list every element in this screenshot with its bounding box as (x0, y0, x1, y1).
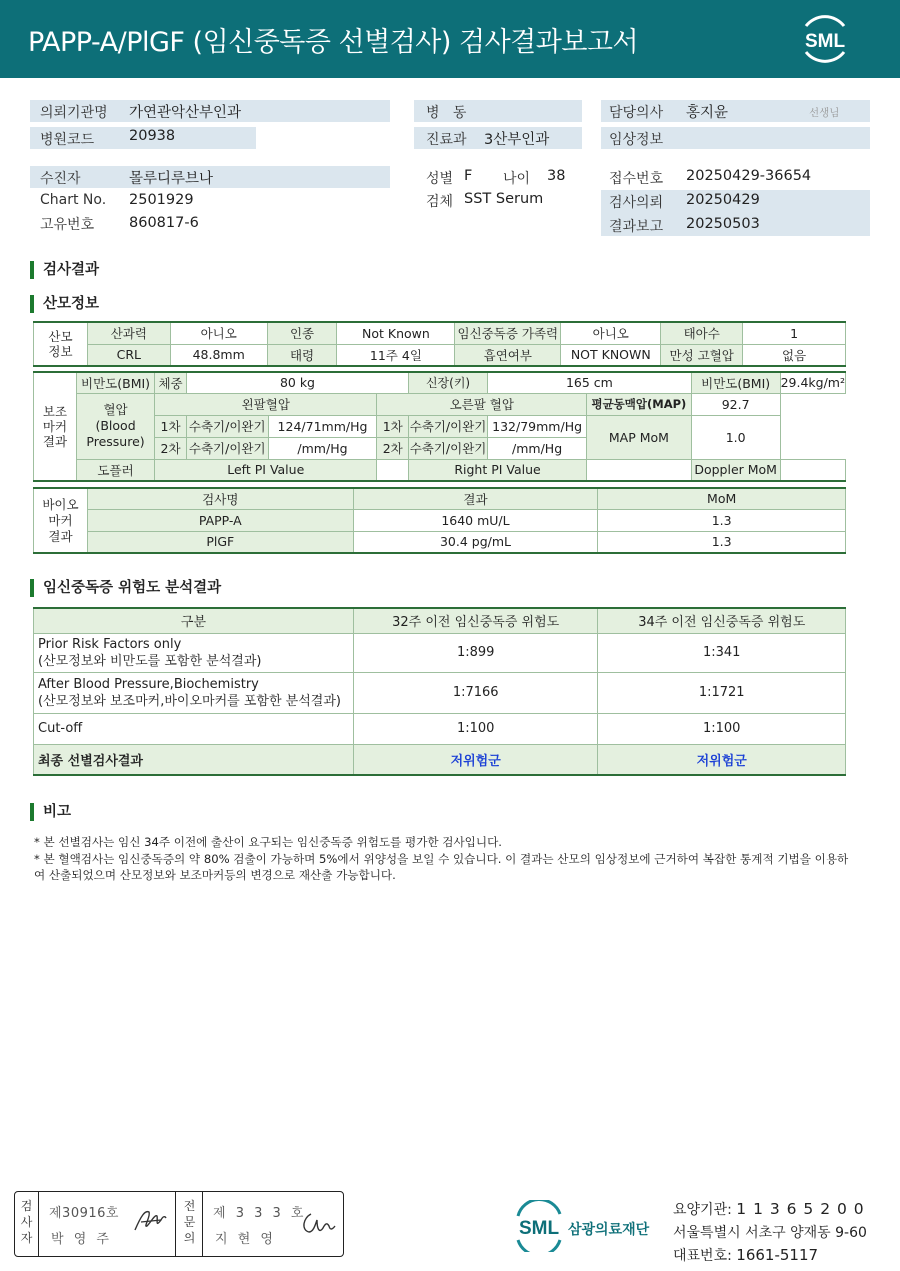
cell: 임신중독증 가족력 (455, 322, 561, 344)
cell: 아니오 (561, 322, 661, 344)
cell: 결과 (353, 488, 598, 509)
cell: 1:341 (598, 633, 846, 672)
receipt-value: 20250429-36654 (686, 168, 812, 184)
bio-group-label: 바이오 마커 결과 (34, 488, 88, 553)
svg-text:SML: SML (804, 31, 846, 52)
patient-value: 몰루디루브나 (129, 171, 214, 187)
cell: 왼팔혈압 (155, 393, 377, 415)
cell: MAP MoM (587, 415, 692, 459)
svg-text:삼광의료재단: 삼광의료재단 (568, 1222, 650, 1238)
sml-footer-logo-icon (508, 1200, 668, 1252)
cell: NOT KNOWN (561, 344, 661, 366)
sex-value: F (464, 168, 473, 184)
risk-row-label: After Blood Pressure,Biochemistry (38, 676, 259, 692)
footer-address: 서울특별시 서초구 양재동 9-60 (673, 1225, 867, 1241)
dept-value: 3산부인과 (484, 132, 550, 148)
clinical-label: 임상정보 (609, 132, 664, 148)
cell: 132/79mm/Hg (488, 415, 587, 437)
cell: /mm/Hg (268, 437, 377, 459)
cell: 30.4 pg/mL (353, 531, 598, 553)
cell: 29.4kg/m² (780, 372, 845, 393)
footer-phone (673, 1245, 818, 1265)
cell: 1:899 (353, 633, 598, 672)
report-date-label: 결과보고 (609, 219, 664, 235)
cell: 체중 (155, 372, 187, 393)
ward-label: 병 동 (426, 105, 467, 121)
maternal-info-table (33, 321, 846, 367)
cell: 도플러 (77, 459, 155, 481)
cell: 오른팔 혈압 (377, 393, 587, 415)
cell: /mm/Hg (488, 437, 587, 459)
cell: 1 (743, 322, 846, 344)
unique-label: 고유번호 (40, 217, 95, 233)
cell: 검사명 (87, 488, 353, 509)
cell: 없음 (743, 344, 846, 366)
age-value: 38 (547, 168, 566, 184)
final-result-34w: 저위험군 (598, 744, 846, 775)
request-label: 검사의뢰 (609, 195, 664, 211)
specialist-signature-icon (297, 1208, 337, 1238)
risk-row-label: Prior Risk Factors only (38, 636, 182, 652)
cell: 1.3 (598, 509, 846, 531)
remarks-notes (34, 834, 854, 884)
cell: 혈압 (Blood Pressure) (77, 393, 155, 459)
hospital-code-label: 병원코드 (40, 132, 95, 148)
report-date-value: 20250503 (686, 216, 760, 232)
note-line: * 본 혈액검사는 임신중독증의 약 80% 검출이 가능하며 5%에서 위양성을 보일 수 있습니다. 이 결과는 산모의 임상정보에 근거하여 복잡한 통계적 기법을 이용하여 산출되었으며 산모정보와 보조마커등의 변경으로 재산출 가능합니다. (34, 851, 849, 882)
examiner-signature-icon (131, 1206, 169, 1236)
section-maternal-title: 산모정보 (30, 295, 99, 313)
cell: 2차 (377, 437, 409, 459)
age-label: 나이 (503, 171, 531, 187)
final-result-label: 최종 선별검사결과 (34, 744, 354, 775)
cell: 1:100 (353, 713, 598, 744)
cell: 92.7 (691, 393, 780, 415)
footer-code (673, 1199, 865, 1219)
cell: 80 kg (186, 372, 408, 393)
hospital-code-value: 20938 (129, 128, 176, 144)
cell: 165 cm (488, 372, 692, 393)
footer-code-label: 요양기관: (673, 1202, 732, 1218)
doctor-value: 홍지윤 (686, 105, 729, 121)
footer-code-value: 1 1 3 6 5 2 0 0 (736, 1200, 865, 1218)
cell: Not Known (337, 322, 455, 344)
footer-phone-value: 1661-5117 (736, 1246, 819, 1264)
chart-label: Chart No. (40, 192, 107, 208)
cell: 1:1721 (598, 672, 846, 713)
footer-phone-label: 대표번호: (673, 1248, 732, 1264)
cell: 1:7166 (353, 672, 598, 713)
cell: 산과력 (87, 322, 170, 344)
cell: 비만도(BMI) (77, 372, 155, 393)
cell: 태령 (267, 344, 337, 366)
svg-text:SML: SML (518, 1218, 560, 1239)
specimen-value: SST Serum (464, 191, 544, 207)
cell: 만성 고혈압 (661, 344, 743, 366)
cell: 1:100 (598, 713, 846, 744)
cell: 1차 (155, 415, 187, 437)
cell: PlGF (87, 531, 353, 553)
cell: 비만도(BMI) (691, 372, 780, 393)
aux-group-label: 보조 마커 결과 (34, 372, 77, 481)
section-risk-title: 임신중독증 위험도 분석결과 (30, 579, 221, 597)
cell: 수축기/이완기 (408, 415, 487, 437)
cell: 아니오 (170, 322, 267, 344)
institution-value: 가연관악산부인과 (129, 105, 242, 121)
cell: 태아수 (661, 322, 743, 344)
cell: 2차 (155, 437, 187, 459)
cell: 124/71mm/Hg (268, 415, 377, 437)
report-title: PAPP-A/PlGF (임신중독증 선별검사) 검사결과보고서 (28, 27, 639, 58)
specialist-label: 전 문 의 (177, 1192, 203, 1256)
sex-label: 성별 (426, 171, 454, 187)
specialist-name: 지 현 영 (215, 1232, 276, 1247)
risk-row-sublabel: (산모정보와 보조마커,바이오마커를 포함한 분석결과) (38, 693, 341, 709)
maternal-group-label: 산모 정보 (34, 322, 88, 366)
request-value: 20250429 (686, 192, 760, 208)
note-line: * 본 선별검사는 임신 34주 이전에 출산이 요구되는 임신중독증 위험도를 평가한 검사입니다. (34, 835, 502, 849)
cell: 수축기/이완기 (186, 437, 268, 459)
unique-value: 860817-6 (129, 215, 199, 231)
cell: 흡연여부 (455, 344, 561, 366)
sml-logo-icon (796, 12, 854, 66)
cell: 11주 4일 (337, 344, 455, 366)
cell: 32주 이전 임신중독증 위험도 (353, 608, 598, 633)
signature-box (14, 1191, 344, 1257)
cell: MoM (598, 488, 846, 509)
cell: Right PI Value (408, 459, 586, 481)
section-result-title: 검사결과 (30, 261, 99, 279)
cell: PAPP-A (87, 509, 353, 531)
cell: 수축기/이완기 (408, 437, 487, 459)
biomarker-table (33, 487, 846, 554)
cell: Cut-off (34, 713, 354, 744)
specimen-label: 검체 (426, 194, 454, 210)
examiner-no: 제30916호 (49, 1206, 119, 1221)
footer-logo (508, 1200, 668, 1256)
aux-marker-table (33, 371, 846, 482)
receipt-label: 접수번호 (609, 171, 664, 187)
examiner-name: 박 영 주 (51, 1232, 112, 1247)
section-remarks-title: 비고 (30, 803, 71, 821)
cell: 인종 (267, 322, 337, 344)
report-header (0, 0, 900, 78)
cell: 48.8mm (170, 344, 267, 366)
dept-label: 진료과 (426, 132, 467, 148)
doctor-suffix: 선생님 (809, 107, 840, 119)
cell: Doppler MoM (691, 459, 780, 481)
risk-row-sublabel: (산모정보와 비만도를 포함한 분석결과) (38, 653, 262, 669)
specialist-no: 제 3 3 3 호 (213, 1206, 307, 1221)
patient-label: 수진자 (40, 171, 81, 187)
risk-table (33, 607, 846, 776)
cell: 구분 (34, 608, 354, 633)
cell: 수축기/이완기 (186, 415, 268, 437)
cell: 34주 이전 임신중독증 위험도 (598, 608, 846, 633)
cell: 신장(키) (408, 372, 487, 393)
cell: 1640 mU/L (353, 509, 598, 531)
cell: 평균동맥압(MAP) (587, 393, 692, 415)
examiner-label: 검 사 자 (15, 1192, 39, 1256)
cell: 1.3 (598, 531, 846, 553)
doctor-label: 담당의사 (609, 105, 664, 121)
cell: Left PI Value (155, 459, 377, 481)
final-result-32w: 저위험군 (353, 744, 598, 775)
chart-value: 2501929 (129, 192, 194, 208)
cell: 1차 (377, 415, 409, 437)
cell: CRL (87, 344, 170, 366)
cell: 1.0 (691, 415, 780, 459)
institution-label: 의뢰기관명 (40, 105, 108, 121)
